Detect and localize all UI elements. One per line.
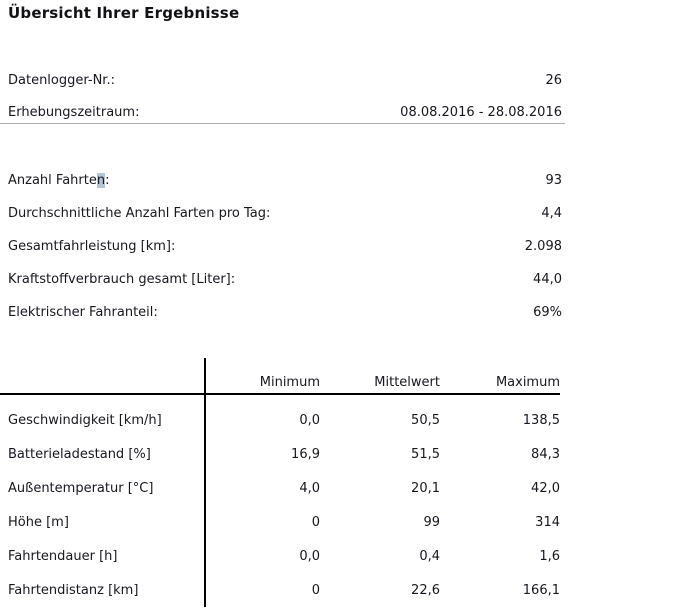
summary-top-section xyxy=(8,64,562,128)
stats-cell-value: 314 xyxy=(535,514,560,530)
stats-cell-value: 166,1 xyxy=(522,582,560,598)
summary-label xyxy=(8,272,235,287)
label-text: Durchschnittliche Anzahl Farten pro Tag: xyxy=(8,206,271,221)
page-title: Übersicht Ihrer Ergebnisse xyxy=(8,4,240,22)
summary-label xyxy=(8,105,139,120)
section-divider xyxy=(0,123,565,124)
label-text: Gesamtfahrleistung [km]: xyxy=(8,239,176,254)
summary-value: 69% xyxy=(533,305,562,320)
stats-cell-value: 84,3 xyxy=(531,446,560,462)
stats-cell-value: 0,0 xyxy=(299,412,320,428)
summary-row xyxy=(8,230,562,263)
summary-value: 26 xyxy=(545,72,562,88)
stats-cell-value: 51,5 xyxy=(411,446,440,462)
summary-label xyxy=(8,73,115,88)
summary-label xyxy=(8,239,175,254)
summary-value: 08.08.2016 - 28.08.2016 xyxy=(400,104,562,120)
label-text: Kraftstoffverbrauch gesamt [Liter]: xyxy=(8,272,236,287)
stats-row xyxy=(0,394,560,437)
stats-cell-value: 20,1 xyxy=(411,480,440,496)
label-text: Erhebungszeitraum: xyxy=(8,104,140,120)
stats-cell-value: 0 xyxy=(311,582,320,598)
summary-row xyxy=(8,197,562,230)
summary-value: 93 xyxy=(545,173,562,188)
summary-label xyxy=(8,173,109,188)
summary-label xyxy=(8,305,158,320)
stats-row-label: Fahrtendistanz [km] xyxy=(0,573,205,607)
stats-column-header: Minimum xyxy=(205,358,320,394)
stats-header-row xyxy=(0,358,560,394)
stats-cell-value: 99 xyxy=(423,514,440,530)
stats-row xyxy=(0,505,560,539)
stats-row-label: Außentemperatur [°C] xyxy=(0,471,205,505)
label-text: Elektrischer Fahranteil: xyxy=(8,305,158,320)
stats-cell-value: 16,9 xyxy=(291,446,320,462)
summary-main-section xyxy=(8,164,562,329)
stats-row xyxy=(0,539,560,573)
stats-row xyxy=(0,573,560,607)
summary-row xyxy=(8,296,562,329)
stats-column-header: Maximum xyxy=(440,358,560,394)
label-text: Anzahl Fahrte xyxy=(8,173,97,188)
stats-row xyxy=(0,471,560,505)
stats-cell-value: 0,4 xyxy=(419,548,440,564)
summary-row xyxy=(8,263,562,296)
stats-cell-value: 42,0 xyxy=(531,480,560,496)
stats-table-body xyxy=(0,394,560,607)
stats-table xyxy=(0,358,560,607)
summary-label xyxy=(8,206,270,221)
stats-cell-value: 0,0 xyxy=(299,548,320,564)
stats-row xyxy=(0,437,560,471)
stats-row-label: Geschwindigkeit [km/h] xyxy=(0,394,205,437)
stats-cell-value: 138,5 xyxy=(522,412,560,428)
summary-value: 4,4 xyxy=(541,206,562,221)
label-text: Datenlogger-Nr.: xyxy=(8,72,115,88)
stats-row-label: Fahrtendauer [h] xyxy=(0,539,205,573)
stats-cell-value: 4,0 xyxy=(299,480,320,496)
stats-header-empty xyxy=(0,358,205,394)
stats-cell-value: 22,6 xyxy=(411,582,440,598)
stats-table-header xyxy=(0,358,560,394)
stats-cell-value: 50,5 xyxy=(411,412,440,428)
summary-row xyxy=(8,64,562,96)
stats-cell-value: 1,6 xyxy=(539,548,560,564)
summary-value: 44,0 xyxy=(533,272,562,287)
selection-highlight: n xyxy=(96,173,106,188)
stats-row-label: Höhe [m] xyxy=(0,505,205,539)
stats-row-label: Batterieladestand [%] xyxy=(0,437,205,471)
summary-row xyxy=(8,164,562,197)
stats-cell-value: 0 xyxy=(311,514,320,530)
label-text: : xyxy=(105,173,110,188)
summary-value: 2.098 xyxy=(524,239,562,254)
stats-column-header: Mittelwert xyxy=(320,358,440,394)
